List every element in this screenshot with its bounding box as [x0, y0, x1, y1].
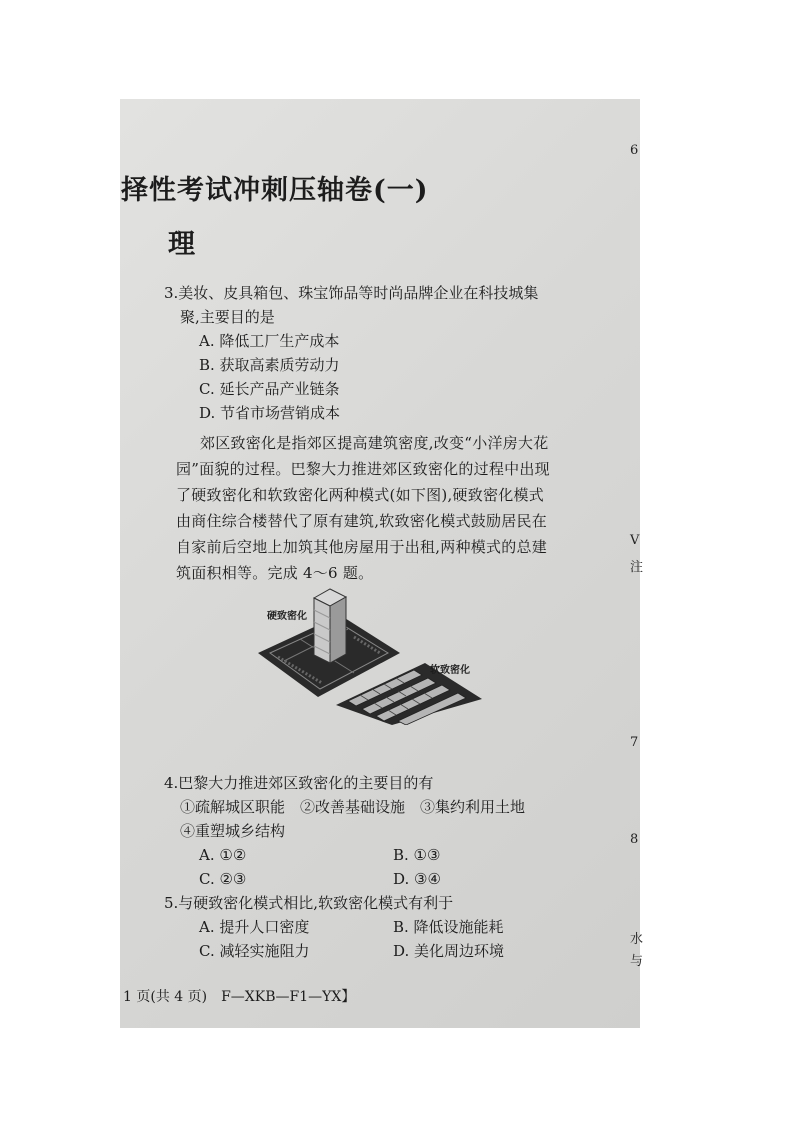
margin-strip [640, 99, 794, 1028]
q3-option-d: D. 节省市场营销成本 [199, 404, 341, 422]
page-footer: 1 页(共 4 页) F—XKB—F1—YX】 [123, 989, 356, 1005]
q4-option-c: C. ②③ [199, 870, 247, 888]
q4-items: ①疏解城区职能 ②改善基础设施 ③集约利用土地 [180, 798, 526, 816]
edge-mark: 7 [630, 735, 639, 750]
edge-mark: 注 [630, 560, 644, 575]
q5-option-d: D. 美化周边环境 [393, 942, 505, 960]
hard-densification-label: 硬致密化 [267, 611, 307, 622]
tower-building [314, 589, 346, 663]
q3-option-c: C. 延长产品产业链条 [199, 380, 340, 398]
q3-stem: 3.美妆、皮具箱包、珠宝饰品等时尚品牌企业在科技城集 [164, 284, 539, 302]
q3-option-b: B. 获取高素质劳动力 [199, 356, 340, 374]
q4-option-a: A. ①② [199, 846, 247, 864]
passage-line: 由商住综合楼替代了原有建筑,软致密化模式鼓励居民在 [176, 512, 548, 530]
edge-mark: 水 [630, 932, 644, 947]
q5-stem: 5.与硬致密化模式相比,软致密化模式有利于 [164, 894, 454, 912]
edge-mark: 与 [630, 954, 644, 969]
edge-mark: 8 [630, 832, 639, 847]
passage-line: 筑面积相等。完成 4～6 题。 [176, 564, 374, 582]
q3-stem-cont: 聚,主要目的是 [180, 308, 275, 326]
q4-stem: 4.巴黎大力推进郊区致密化的主要目的有 [164, 774, 434, 792]
q4-items-cont: ④重塑城乡结构 [180, 822, 286, 840]
q3-option-a: A. 降低工厂生产成本 [199, 332, 340, 350]
densification-figure [250, 575, 490, 725]
exam-title: 择性考试冲刺压轴卷(一) [121, 175, 429, 206]
passage [176, 430, 580, 586]
edge-mark: V [630, 533, 640, 548]
subject-heading: 理 [168, 229, 195, 260]
q5-option-c: C. 减轻实施阻力 [199, 942, 310, 960]
edge-mark: 6 [630, 143, 639, 158]
passage-line: 郊区致密化是指郊区提高建筑密度,改变“小洋房大花 [200, 434, 549, 452]
passage-line: 园”面貌的过程。巴黎大力推进郊区致密化的过程中出现 [176, 460, 550, 478]
q4-option-d: D. ③④ [393, 870, 441, 888]
passage-line: 了硬致密化和软致密化两种模式(如下图),硬致密化模式 [176, 486, 544, 504]
passage-line: 自家前后空地上加筑其他房屋用于出租,两种模式的总建 [176, 538, 548, 556]
q5-option-b: B. 降低设施能耗 [393, 918, 504, 936]
q5-option-a: A. 提升人口密度 [199, 918, 310, 936]
q4-option-b: B. ①③ [393, 846, 441, 864]
soft-densification-label: 软致密化 [430, 665, 470, 676]
